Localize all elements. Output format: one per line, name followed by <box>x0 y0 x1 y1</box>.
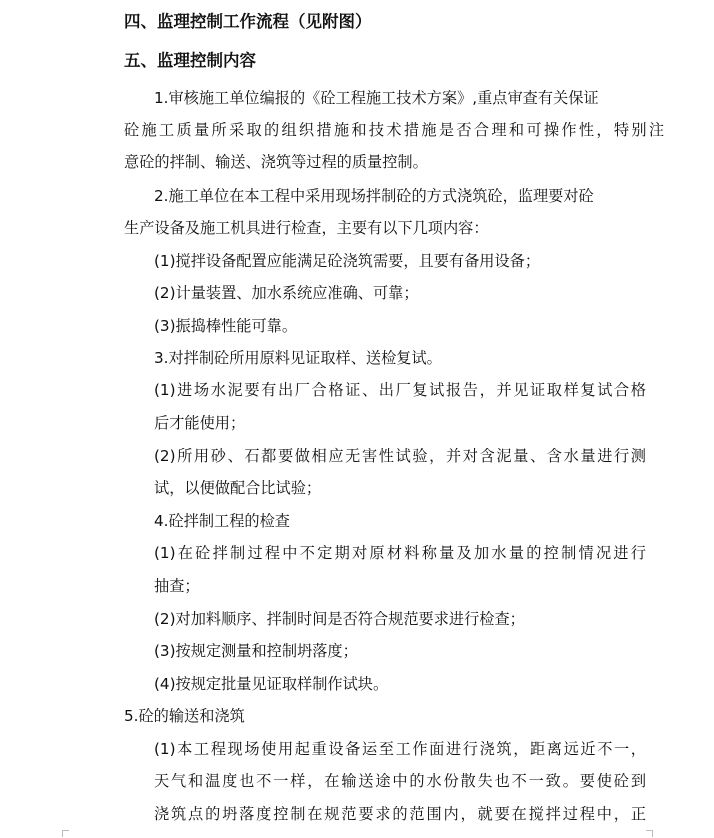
item-5-sub-1-c: 浇筑点的坍落度控制在规范要求的范围内，就要在搅拌过程中，正 <box>154 805 646 823</box>
item-4-sub-2: (2)对加料顺序、拌制时间是否符合规范要求进行检查； <box>154 610 525 628</box>
item-2-sub-2: (2)计量装置、加水系统应准确、可靠； <box>154 284 419 302</box>
item-3-sub-2-a: (2)所用砂、石都要做相应无害性试验，并对含泥量、含水量进行测 <box>154 447 646 465</box>
heading-section-4: 四、监理控制工作流程（见附图） <box>124 12 372 31</box>
item-2-sub-1: (1)搅拌设备配置应能满足砼浇筑需要，且要有备用设备； <box>154 252 541 270</box>
item-2-line-2: 生产设备及施工机具进行检查，主要有以下几项内容： <box>124 219 489 237</box>
item-5-sub-1-a: (1)本工程现场使用起重设备运至工作面进行浇筑，距离远近不一， <box>154 740 646 758</box>
item-5-sub-1-b: 天气和温度也不一样，在输送途中的水份散失也不一致。要使砼到 <box>154 772 646 790</box>
heading-section-5: 五、监理控制内容 <box>124 51 256 70</box>
item-2-line-1: 2.施工单位在本工程中采用现场拌制砼的方式浇筑砼，监理要对砼 <box>154 187 594 205</box>
item-3-sub-1-b: 后才能使用； <box>154 414 246 432</box>
page-corner-mark-right <box>646 830 653 837</box>
item-4-sub-3: (3)按规定测量和控制坍落度； <box>154 642 358 660</box>
item-1-line-3: 意砼的拌制、输送、浇筑等过程的质量控制。 <box>124 153 428 171</box>
item-4-sub-1-a: (1)在砼拌制过程中不定期对原材料称量及加水量的控制情况进行 <box>154 544 646 562</box>
item-5-line-1: 5.砼的输送和浇筑 <box>124 707 245 725</box>
item-3-sub-2-b: 试，以便做配合比试验； <box>154 479 322 497</box>
item-4-line-1: 4.砼拌制工程的检查 <box>154 512 290 530</box>
item-1-line-2: 砼施工质量所采取的组织措施和技术措施是否合理和可操作性，特别注 <box>124 121 664 139</box>
item-3-line-1: 3.对拌制砼所用原料见证取样、送检复试。 <box>154 349 442 367</box>
item-3-sub-1-a: (1)进场水泥要有出厂合格证、出厂复试报告，并见证取样复试合格 <box>154 381 646 399</box>
item-4-sub-1-b: 抽查； <box>154 577 200 595</box>
page-corner-mark-left <box>62 830 69 837</box>
item-2-sub-3: (3)振捣棒性能可靠。 <box>154 317 298 335</box>
item-4-sub-4: (4)按规定批量见证取样制作试块。 <box>154 675 389 693</box>
item-1-line-1: 1.审核施工单位编报的《砼工程施工技术方案》,重点审查有关保证 <box>154 89 599 107</box>
